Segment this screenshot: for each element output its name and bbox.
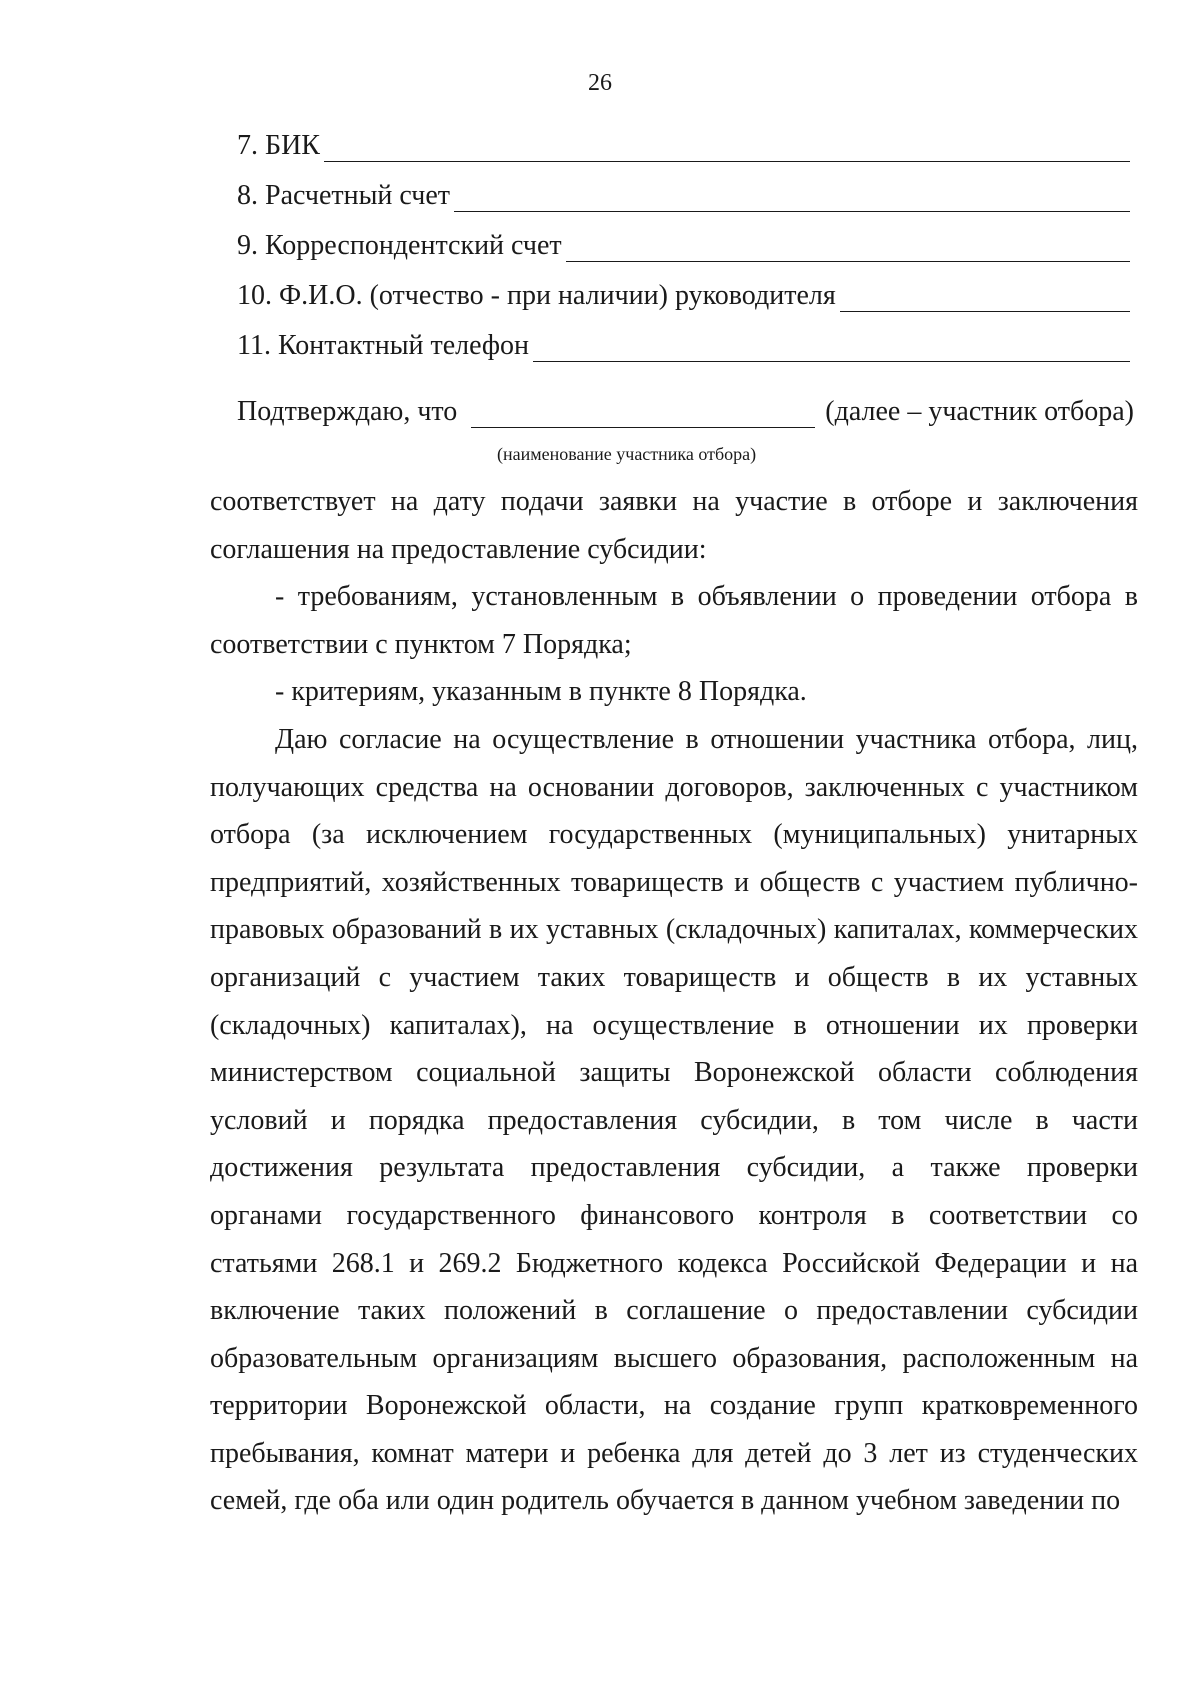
page-number: 26 xyxy=(588,70,612,96)
body-text xyxy=(210,478,1138,1525)
field-blank-line[interactable] xyxy=(533,335,1130,362)
confirmation-suffix: (далее – участник отбора) xyxy=(825,396,1134,427)
field-settlement-account xyxy=(237,180,1130,212)
field-blank-line[interactable] xyxy=(840,285,1130,312)
paragraph: соответствует на дату подачи заявки на участие в отборе и заключения соглашения на предоставление субсидии: xyxy=(210,486,1138,565)
field-blank-line[interactable] xyxy=(454,185,1130,212)
paragraph: - критериям, указанным в пункте 8 Порядка. xyxy=(275,676,807,708)
field-label: 8. Расчетный счет xyxy=(237,180,451,211)
field-contact-phone xyxy=(237,330,1130,362)
confirmation-prefix: Подтверждаю, что xyxy=(237,396,458,427)
field-label: 10. Ф.И.О. (отчество - при наличии) руководителя xyxy=(237,280,836,311)
participant-name-blank[interactable] xyxy=(471,401,815,428)
paragraph: Даю согласие на осуществление в отношении участника отбора, лиц, получающих средства на основании договоров, заключенных с участником отбора (за исключением государственных (муниципальных) унитарных предприятий, хозяйственных товариществ и обществ с участием публично-правовых образований в их уставных (складочных) капиталах, коммерческих организаций с участием таких товариществ и обществ в их уставных (складочных) капиталах), на осуществление в отношении их проверки министерством социальной защиты Воронежской области соблюдения условий и порядка предоставления субсидии, в том числе в части достижения результата предоставления субсидии, а также проверки органами государственного финансового контроля в соответствии со статьями 268.1 и 269.2 Бюджетного кодекса Российской Федерации и на включение таких положений в соглашение о предоставлении субсидии образовательным организациям высшего образования, расположенным на территории Воронежской области, на создание групп кратковременного пребывания, комнат матери и ребенка для детей до 3 лет из студенческих семей, где оба или один родитель обучается в данном учебном заведении по xyxy=(210,723,1138,1517)
field-manager-name xyxy=(237,280,1130,312)
field-label: 7. БИК xyxy=(237,130,320,161)
field-blank-line[interactable] xyxy=(566,235,1130,262)
field-blank-line[interactable] xyxy=(324,135,1130,162)
confirmation-line xyxy=(237,396,1137,428)
field-label: 11. Контактный телефон xyxy=(237,330,530,361)
field-correspondent-account xyxy=(237,230,1130,262)
field-label: 9. Корреспондентский счет xyxy=(237,230,562,261)
participant-name-caption: (наименование участника отбора) xyxy=(497,444,757,464)
paragraph: - требованиям, установленным в объявлении о проведении отбора в соответствии с пунктом 7 Порядка; xyxy=(210,581,1138,660)
field-bik xyxy=(237,130,1130,162)
